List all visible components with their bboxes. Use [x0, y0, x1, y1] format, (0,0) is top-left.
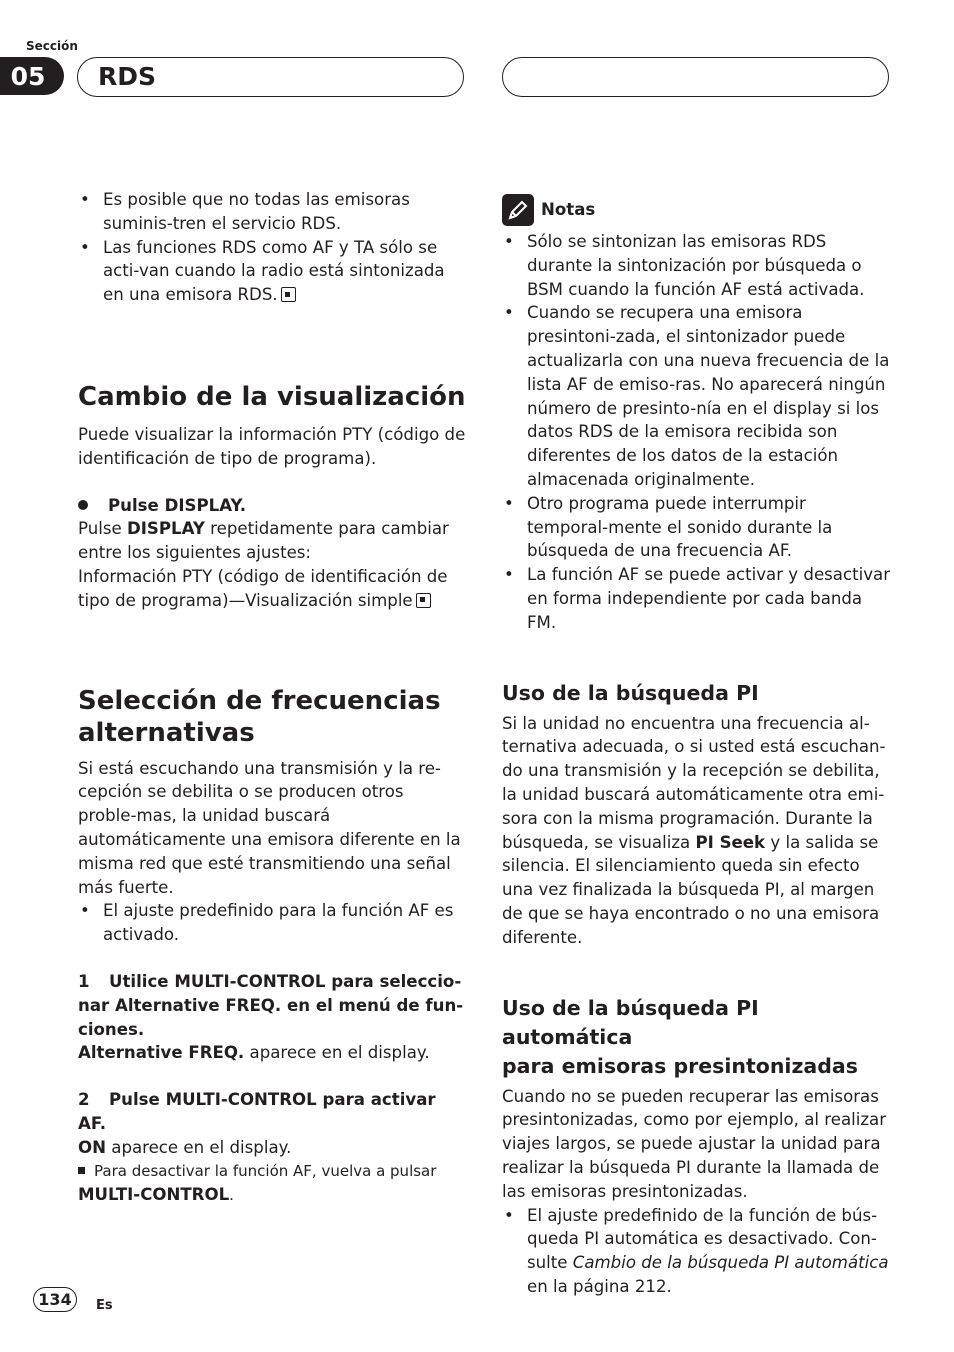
section-heading-seleccion: [78, 685, 466, 749]
body-text: Si la unidad no encuentra una frecuencia al-ternativa adecuada, o si usted está escuchan-do una transmisión y la recepción se debilita, la unidad buscará automáticamente otra emi-sora con la misma programación. Durante la búsqueda, se visualiza: [502, 713, 886, 852]
pi-body: [502, 712, 890, 950]
seleccion-intro: Si está escuchando una transmisión y la re-cepción se debilita o se producen otros proble-mas, la unidad buscará automáticamente una emisora diferente en la misma red que esté transmitiendo una señal más fuerte.: [78, 758, 461, 897]
heading-line: Selección de frecuencias: [78, 685, 441, 716]
left-column: [78, 188, 466, 1208]
language-code: Es: [96, 1298, 113, 1313]
seleccion-bullet-list: [78, 899, 466, 947]
step-text: Utilice MULTI-CONTROL para seleccio-nar Alternative FREQ. en el menú de fun-ciones.: [78, 971, 464, 1039]
heading-line: alternativas: [78, 717, 255, 748]
list-item-text: Sólo se sintonizan las emisoras RDS durante la sintonización por búsqueda o BSM cuando la función AF está activada.: [527, 232, 865, 299]
section-heading-pi: Uso de la búsqueda PI: [502, 680, 759, 705]
cambio-settings: [78, 565, 466, 613]
page-title: RDS: [98, 62, 157, 91]
pi-auto-body: Cuando no se pueden recuperar las emisoras presintonizadas, como por ejemplo, al realizar viajes largos, se puede ajustar la unidad para realizar la búsqueda PI durante la llamada de las emisoras presintonizadas.: [502, 1086, 887, 1201]
right-column: [502, 194, 890, 1299]
result-text: aparece en el display.: [244, 1043, 430, 1063]
section-number-badge: 05: [0, 57, 64, 95]
list-item-text: El ajuste predefinido de la función de bús-queda PI automática es desactivado. Con-sulte: [527, 1205, 878, 1273]
cross-reference-link[interactable]: Cambio de la búsqueda PI automática: [572, 1253, 889, 1273]
cambio-step: [78, 494, 466, 518]
pencil-icon: [502, 194, 534, 226]
result-bold: ON: [78, 1137, 106, 1157]
body-text: Pulse: [78, 519, 127, 539]
note-text: Para desactivar la función AF, vuelva a pulsar: [94, 1161, 437, 1180]
step-1: [78, 970, 466, 1041]
heading-line: para emisoras presintonizadas: [502, 1053, 858, 1078]
step-number: 2: [78, 1090, 90, 1110]
step-1-result: [78, 1041, 466, 1065]
note-end: .: [229, 1186, 234, 1205]
end-mark-icon: [416, 593, 431, 608]
section-heading-pi-auto: [502, 994, 890, 1081]
list-item-text: en la página 212.: [527, 1276, 672, 1296]
note-bold: MULTI-CONTROL: [78, 1185, 230, 1205]
note-square-icon: [78, 1167, 85, 1174]
page-number: 134: [33, 1287, 77, 1312]
list-item-text: El ajuste predefinido para la función AF es activado.: [103, 901, 454, 945]
cambio-body: [78, 517, 466, 565]
step-2-note: [78, 1160, 466, 1209]
cambio-intro: Puede visualizar la información PTY (código de identificación de tipo de programa).: [78, 424, 466, 468]
list-item: [502, 563, 890, 634]
intro-bullet-list: [78, 188, 466, 307]
result-text: aparece en el display.: [106, 1137, 292, 1157]
pi-auto-bullet-list: [502, 1204, 890, 1299]
list-item: [502, 230, 890, 301]
result-bold: Alternative FREQ.: [78, 1043, 245, 1063]
notas-list: [502, 230, 890, 635]
notas-title: Notas: [541, 200, 596, 220]
header-right-frame: [502, 57, 889, 97]
section-heading-cambio: Cambio de la visualización: [78, 381, 466, 412]
section-label: Sección: [26, 39, 78, 53]
list-item: [78, 188, 466, 236]
heading-line: Uso de la búsqueda PI automática: [502, 995, 759, 1049]
step-2-result: [78, 1136, 466, 1160]
list-item-text: Otro programa puede interrumpir temporal-mente el sonido durante la búsqueda de una frecuencia AF.: [527, 493, 833, 561]
end-mark-icon: [281, 287, 296, 302]
step-2: [78, 1088, 466, 1136]
list-item: [502, 301, 890, 491]
body-bold: PI Seek: [695, 832, 766, 852]
body-bold: DISPLAY: [126, 519, 205, 539]
step-number: 1: [78, 971, 90, 991]
list-item: [502, 492, 890, 563]
step-dot-icon: [78, 500, 88, 510]
list-item: [502, 1204, 890, 1299]
notas-header: [502, 194, 890, 226]
list-item-text: Es posible que no todas las emisoras suminis-tren el servicio RDS.: [103, 190, 410, 233]
step-label: Pulse DISPLAY.: [108, 495, 247, 515]
body-text: y la salida se silencia. El silenciamiento queda sin efecto una vez finalizada la búsqueda PI, al margen de que se haya encontrado o no una emisora diferente.: [502, 832, 880, 947]
settings-text: Información PTY (código de identificación de tipo de programa)—Visualización simple: [78, 566, 448, 610]
list-item: [78, 236, 466, 307]
list-item-text: Cuando se recupera una emisora presintoni-zada, el sintonizador puede actualizarla con una nueva frecuencia de la lista AF de emiso-ras. No aparecerá ningún número de presinto-nía en el display si los datos RDS de la emisora recibida son diferentes de los datos de la estación almacenada originalmente.: [527, 303, 890, 489]
list-item-text: La función AF se puede activar y desactivar en forma independiente por cada banda FM.: [527, 565, 891, 632]
body-text: repetidamente para cambiar entre los siguientes ajustes:: [78, 519, 449, 563]
step-text: Pulse MULTI-CONTROL para activar AF.: [78, 1090, 436, 1133]
list-item-text: Las funciones RDS como AF y TA sólo se acti-van cuando la radio está sintonizada en una emisora RDS.: [103, 237, 445, 305]
list-item: [78, 899, 466, 947]
